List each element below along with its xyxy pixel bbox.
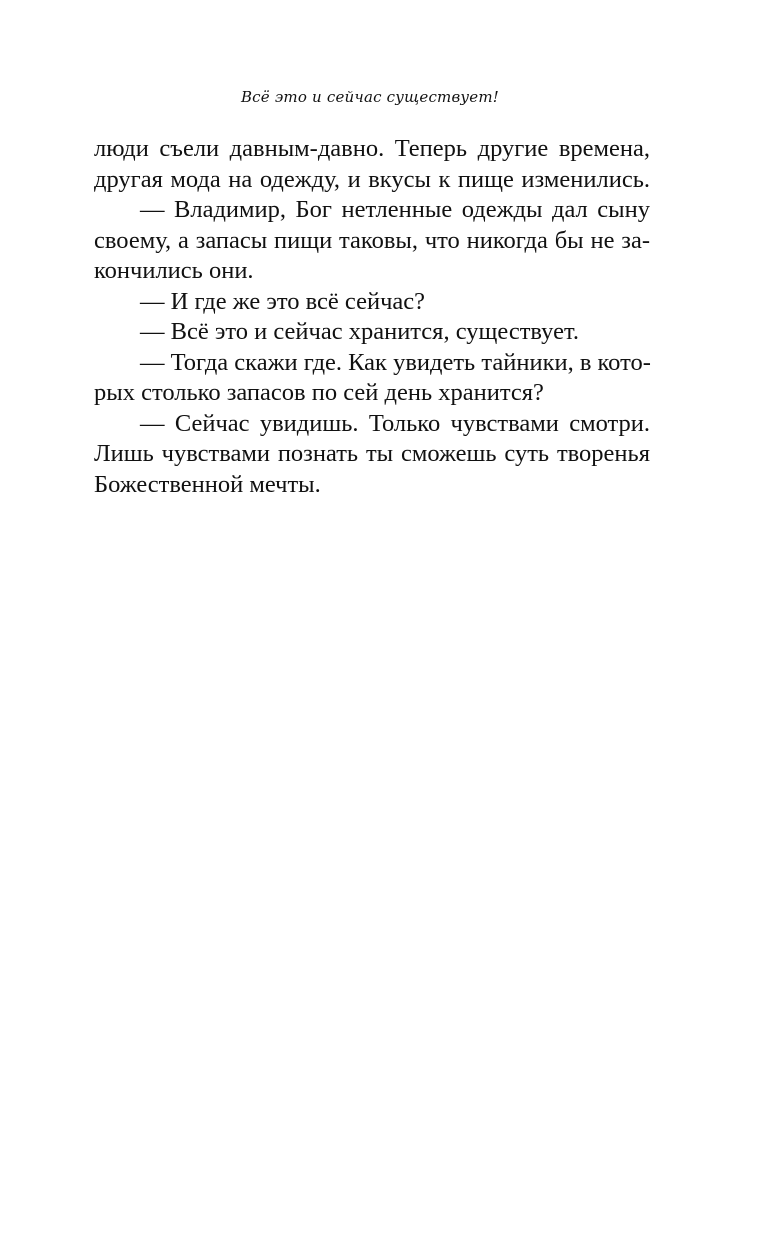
text-line: Лишь чувствами познать ты сможешь суть творенья: [94, 440, 650, 467]
text-line: рых столько запасов по сей день хранится?: [94, 379, 544, 406]
text-line: люди съели давным-давно. Теперь другие времена,: [94, 135, 650, 162]
text-line: — Сейчас увидишь. Только чувствами смотри.: [140, 409, 650, 437]
text-line: кончились они.: [94, 257, 254, 284]
text-line: своему, а запасы пищи таковы, что никогда бы не за-: [94, 226, 650, 254]
text-line: — Тогда скажи где. Как увидеть тайники, в кото-: [140, 348, 651, 376]
text-line: — Всё это и сейчас хранится, существует.: [140, 318, 579, 345]
text-line: — И где же это всё сейчас?: [140, 287, 426, 315]
text-line: — Владимир, Бог нетленные одежды дал сыну: [140, 196, 650, 223]
running-head: Всё это и сейчас существует!: [240, 88, 500, 106]
text-line: Божественной мечты.: [94, 470, 321, 498]
body-text: [94, 134, 650, 500]
text-line: другая мода на одежду, и вкусы к пище изменились.: [94, 165, 650, 193]
